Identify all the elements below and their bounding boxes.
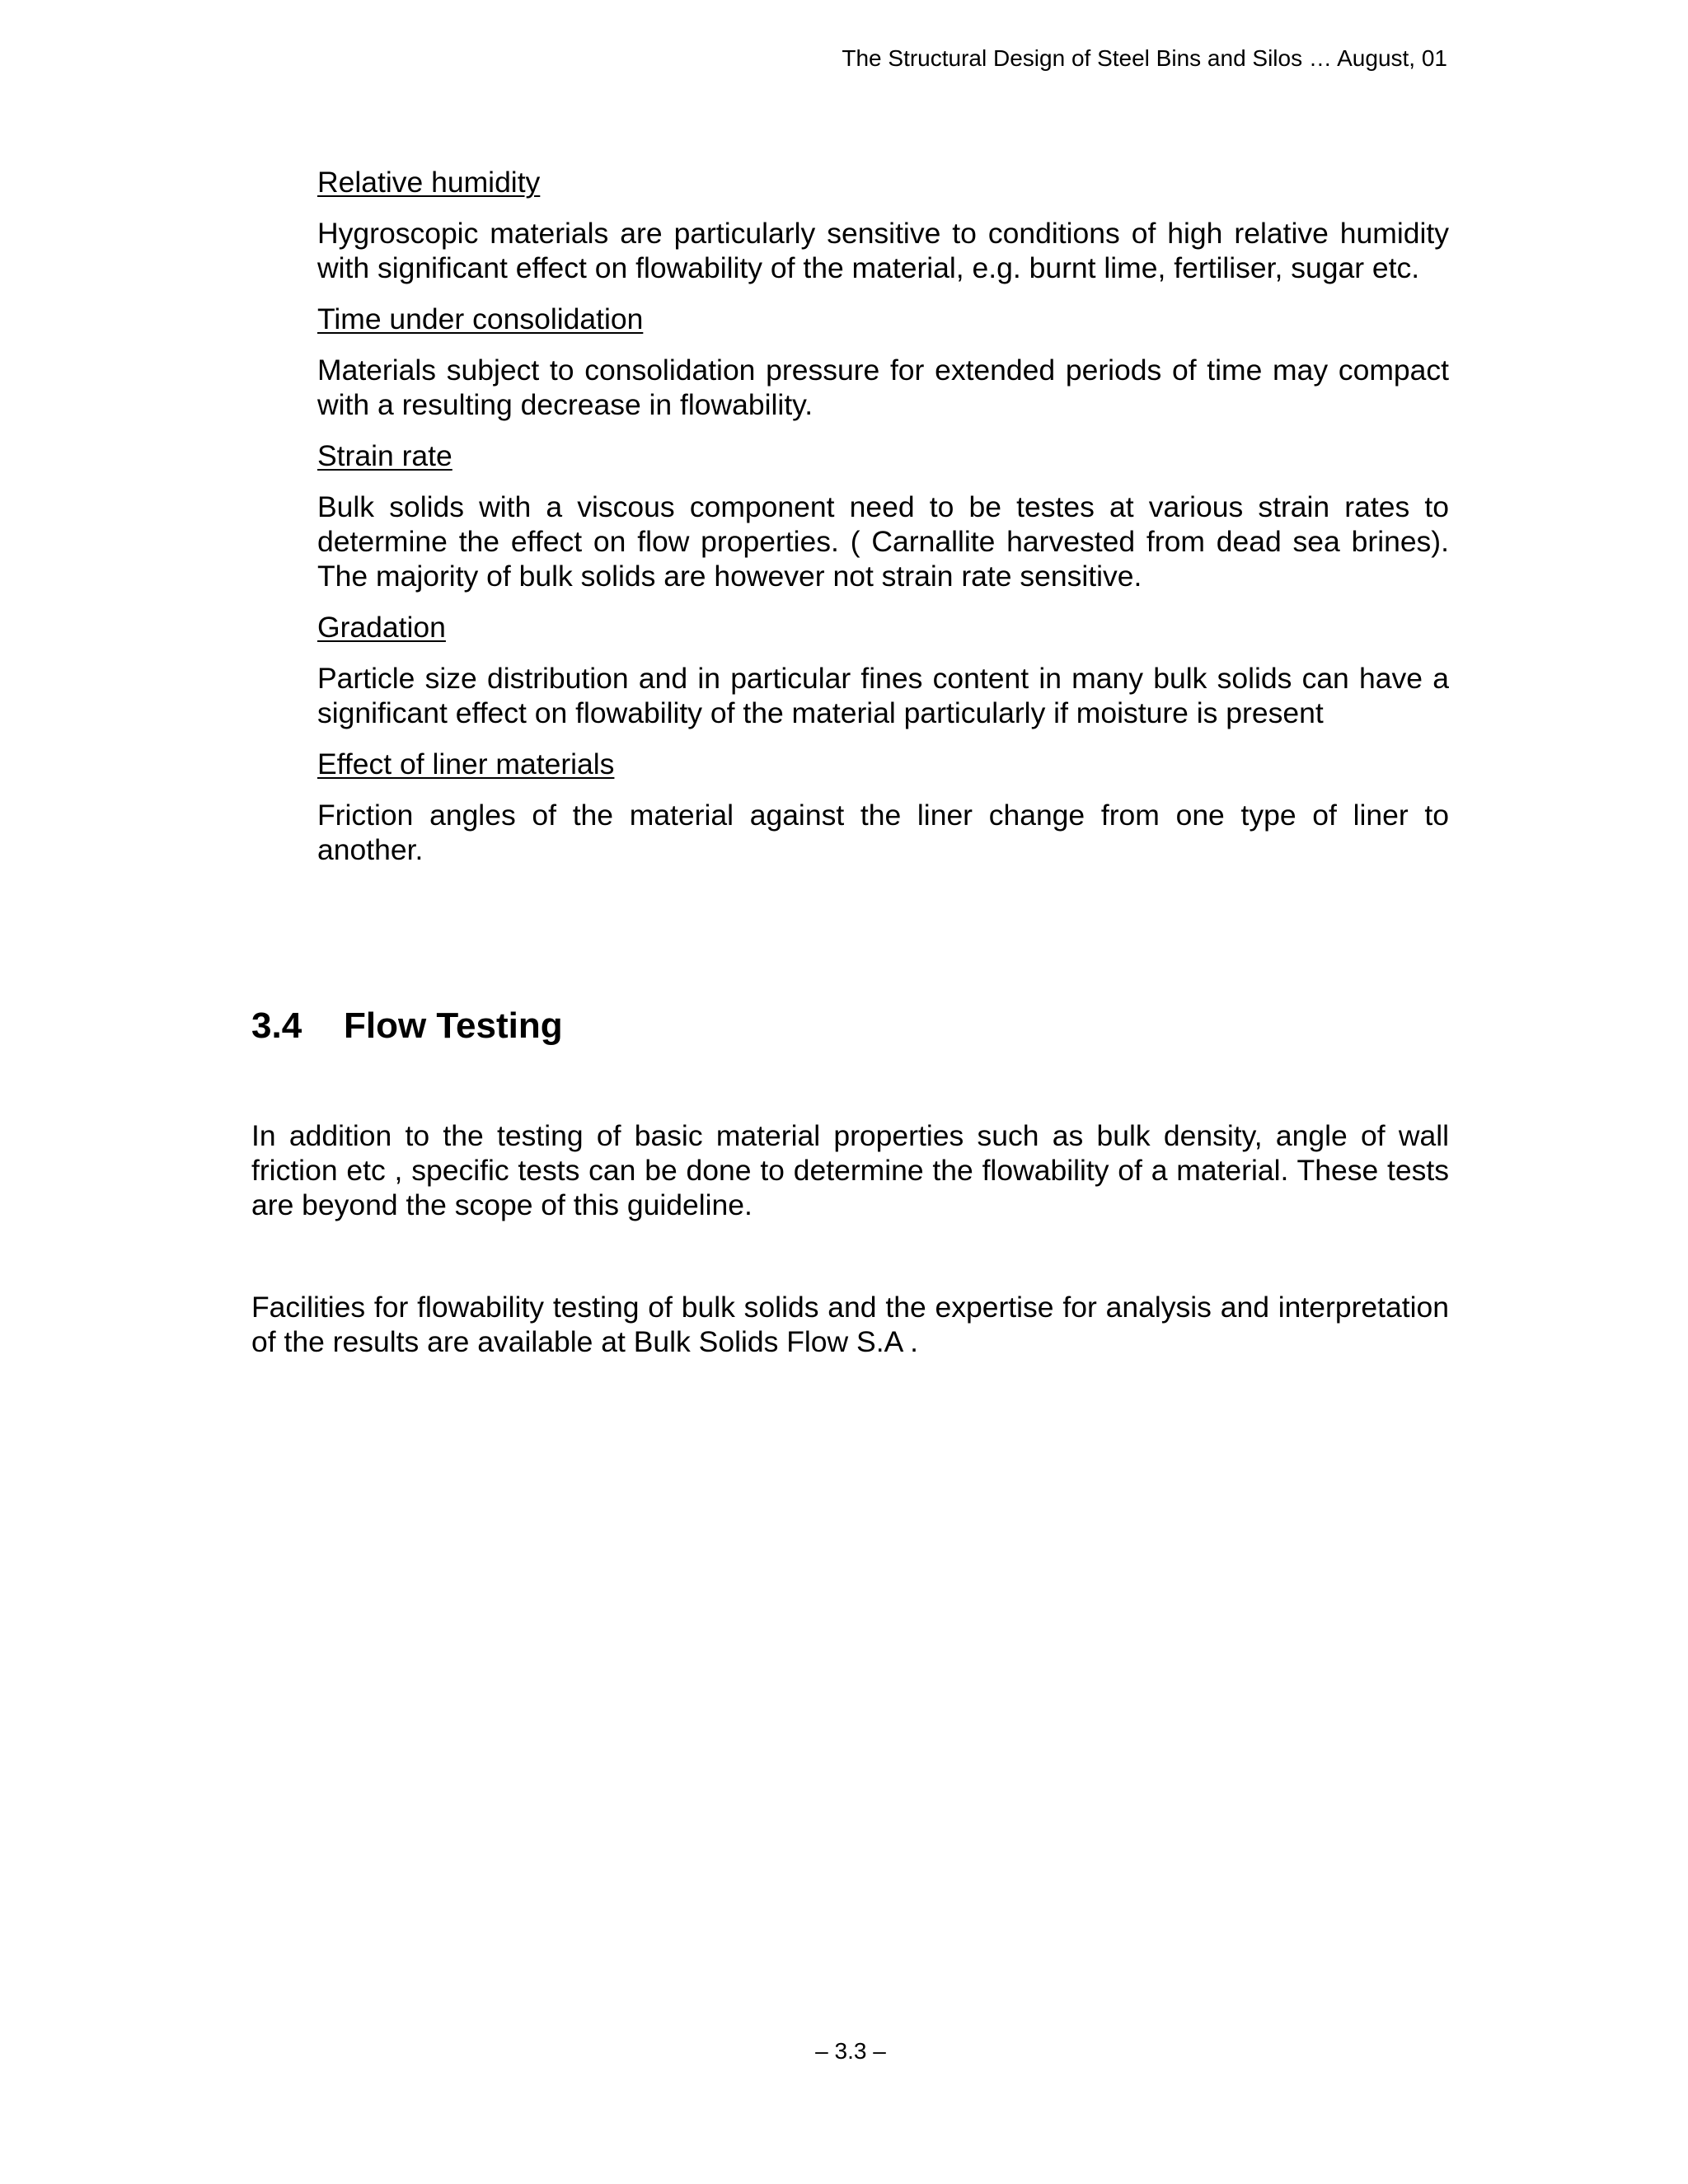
section-heading	[251, 1004, 563, 1048]
subsection-heading: Gradation	[317, 611, 446, 644]
subsection-effect-of-liner-materials	[317, 747, 1449, 867]
section-paragraph: Facilities for flowability testing of bulk solids and the expertise for analysis and interpretation of the results are available at Bulk Solids Flow S.A .	[251, 1291, 1449, 1358]
subsection-time-under-consolidation	[317, 302, 1449, 422]
section-paragraph: In addition to the testing of basic material properties such as bulk density, angle of wall friction etc , specific tests can be done to determine the flowability of a material. These tests are beyond the scope of this guideline.	[251, 1119, 1449, 1221]
subsection-body: Friction angles of the material against the liner change from one type of liner to another.	[317, 799, 1449, 866]
subsection-body: Materials subject to consolidation pressure for extended periods of time may compact with a resulting decrease in flowability.	[317, 354, 1449, 421]
subsection-body: Hygroscopic materials are particularly sensitive to conditions of high relative humidity with significant effect on flowability of the material, e.g. burnt lime, fertiliser, sugar etc.	[317, 217, 1449, 284]
subsection-relative-humidity	[317, 165, 1449, 285]
subsection-body: Bulk solids with a viscous component need to be testes at various strain rates to determine the effect on flow properties. ( Carnallite harvested from dead sea brines). The majority of bulk solids are however not strain rate sensitive.	[317, 490, 1449, 593]
subsection-body: Particle size distribution and in particular fines content in many bulk solids can have a significant effect on flowability of the material particularly if moisture is present	[317, 662, 1449, 729]
subsection-heading: Strain rate	[317, 439, 452, 472]
subsection-heading: Relative humidity	[317, 166, 541, 199]
subsection-heading: Effect of liner materials	[317, 748, 615, 780]
subsection-gradation	[317, 610, 1449, 730]
page-number: – 3.3 –	[815, 2038, 886, 2064]
material-properties-list	[317, 165, 1449, 883]
subsection-heading: Time under consolidation	[317, 302, 644, 335]
section-title: Flow Testing	[344, 1005, 563, 1046]
section-number: 3.4	[251, 1005, 302, 1046]
running-header: The Structural Design of Steel Bins and Silos … August, 01	[842, 45, 1447, 71]
subsection-strain-rate	[317, 438, 1449, 593]
